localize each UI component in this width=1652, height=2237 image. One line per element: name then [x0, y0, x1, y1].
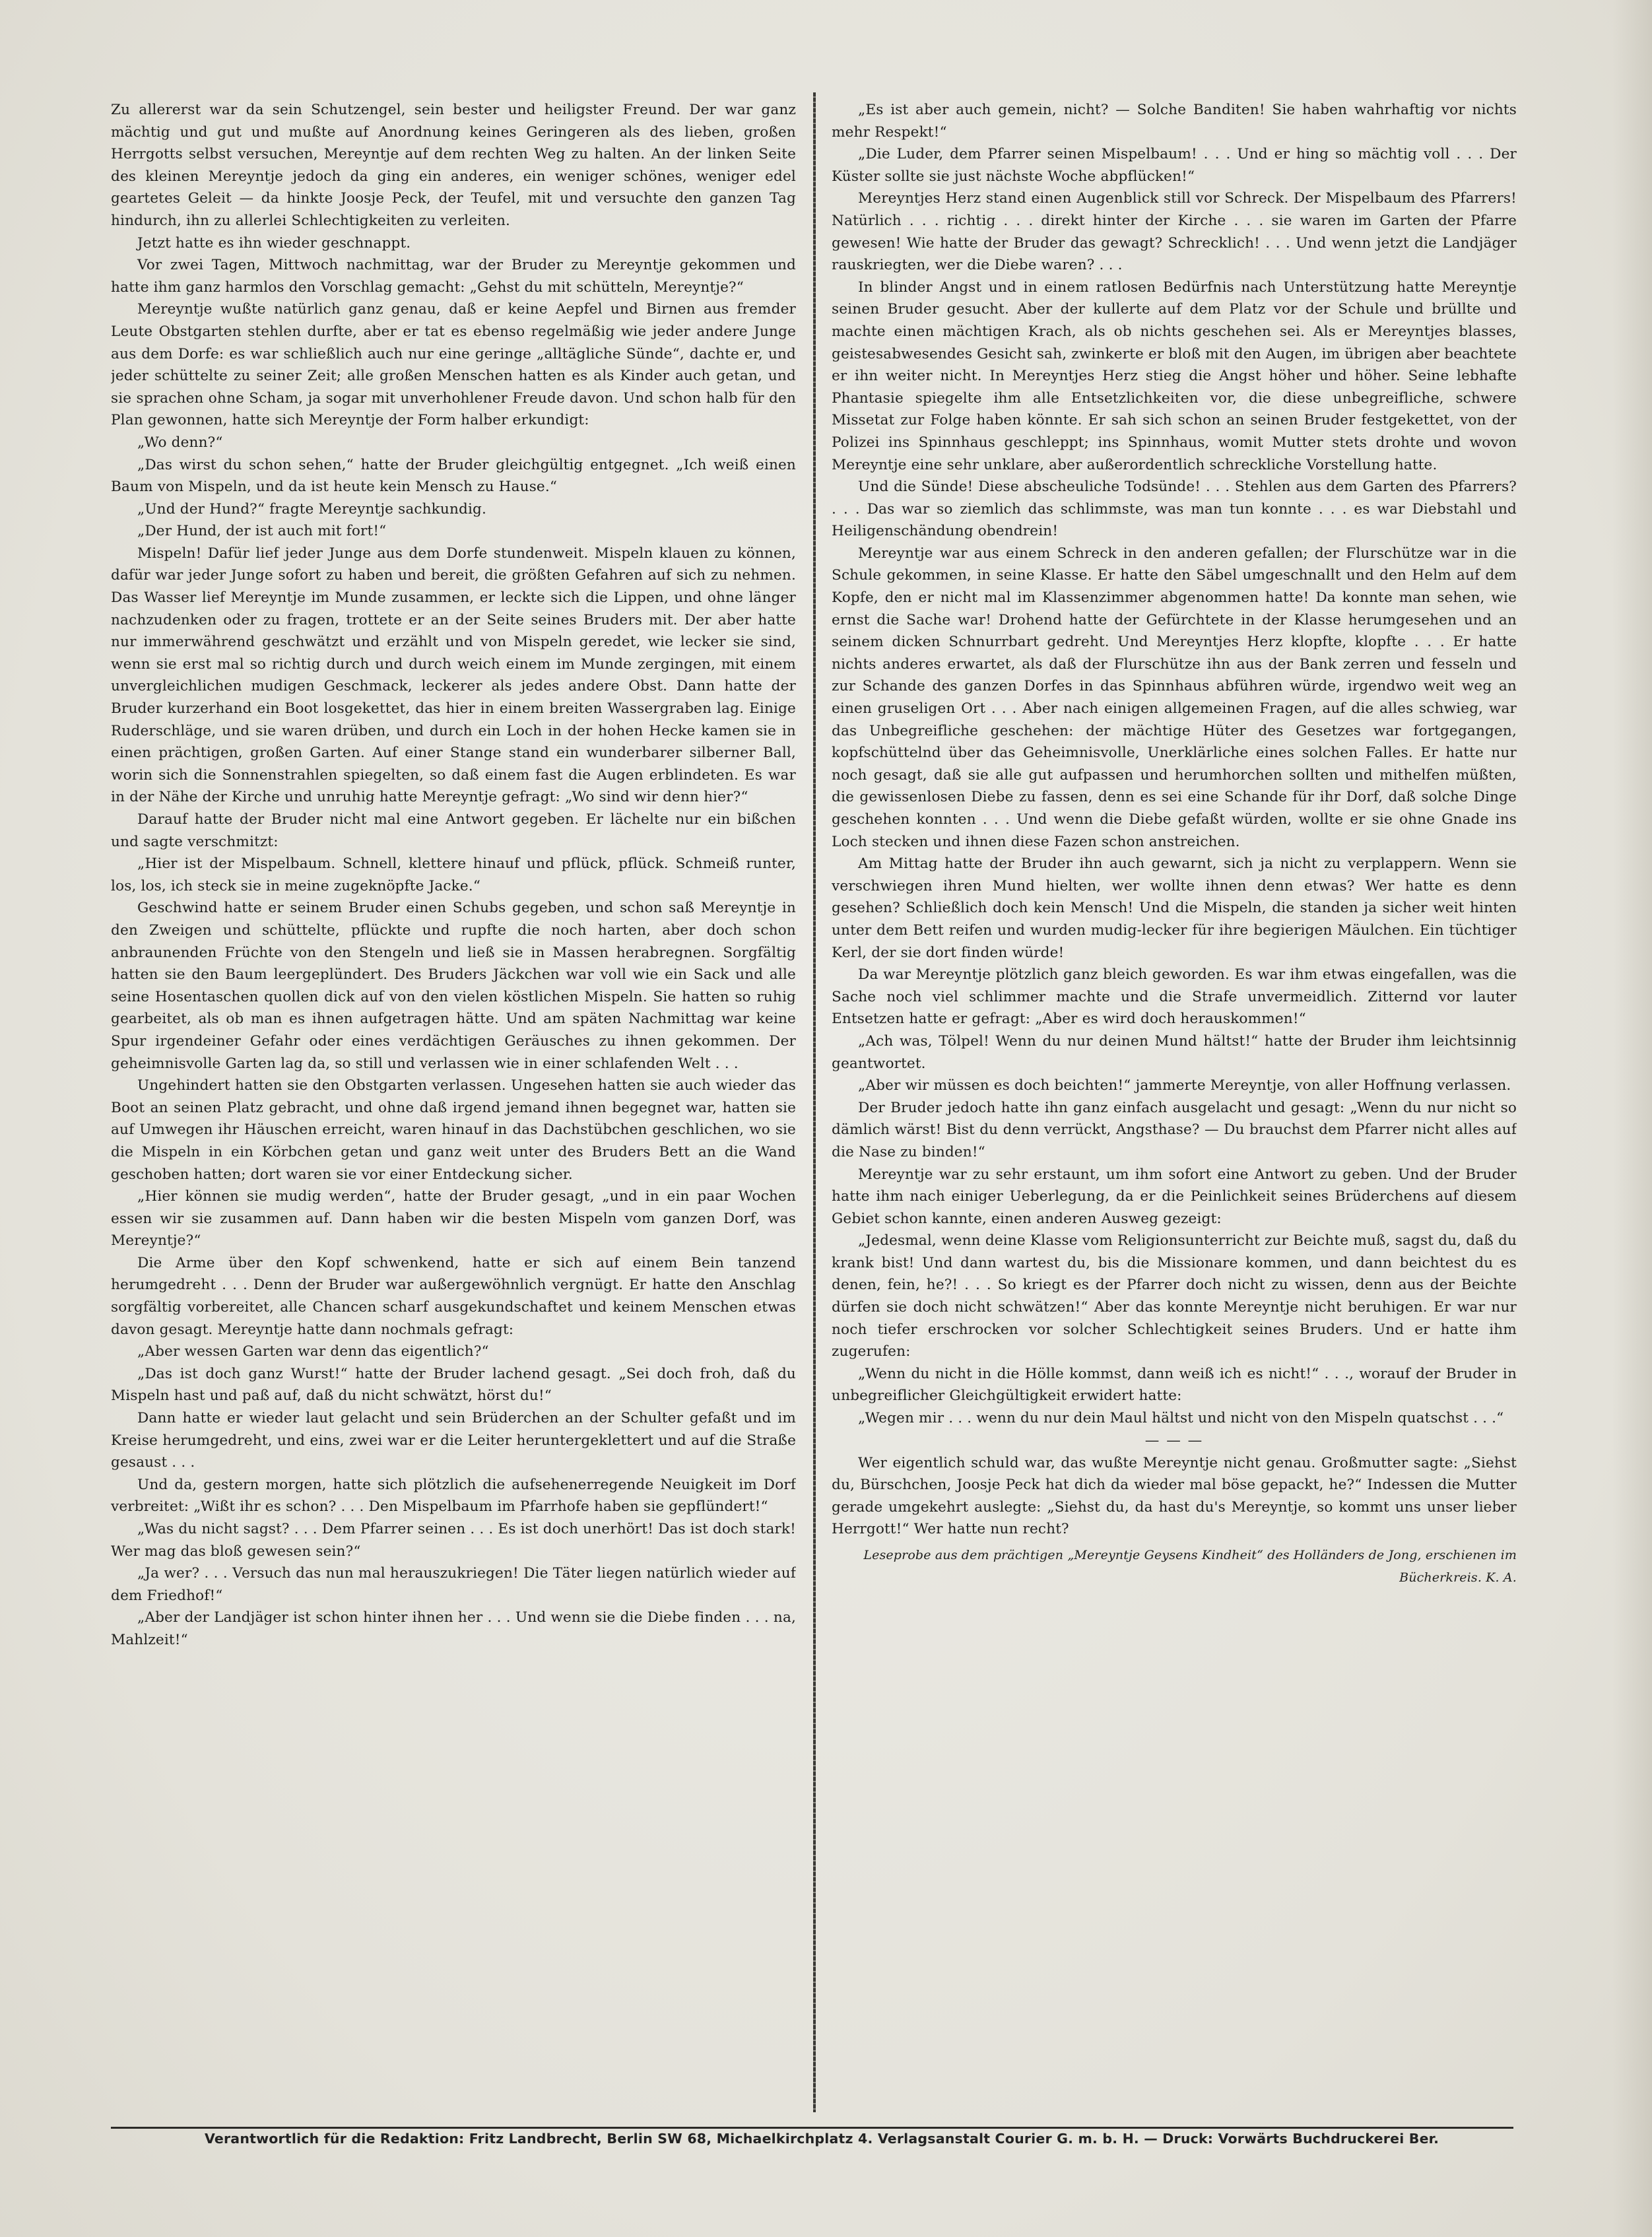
paragraph: Wer eigentlich schuld war, das wußte Mereyntje nicht genau. Großmutter sagte: „Siehst du, Bürschchen, Joosje Peck hat dich da wieder mal böse gepackt, he?“ Indessen die Mutter gerade umgekehrt auslegte: „Siehst du, da hast du's Mereyntje, so kommt uns unser lieber Herrgott!“ Wer hatte nun recht?: [832, 1454, 1517, 1538]
paragraph: „Das ist doch ganz Wurst!“ hatte der Bruder lachend gesagt. „Sei doch froh, daß du Mispeln hast und paß auf, daß du nicht schwätzt, hörst du!“: [111, 1365, 796, 1405]
paragraph: „Wo denn?“: [137, 434, 223, 451]
paragraph: Zu allererst war da sein Schutzengel, sein bester und heiligster Freund. Der war ganz mächtig und gut und mußte auf Anordnung keines Geringeren als des lieben, großen Herrgotts selbst versuchen, Mereyntje auf dem rechten Weg zu halten. An der linken Seite des kleinen Mereyntje jedoch da ging ein anderes, ein weniger schönes, weniger edel geartetes Geleit — da hinkte Joosje Peck, der Teufel, mit und versuchte den ganzen Tag hindurch, ihn zu allerlei Schlechtigkeiten zu verleiten.: [111, 102, 796, 229]
paragraph: Mereyntje war aus einem Schreck in den anderen gefallen; der Flurschütze war in die Schule gekommen, in seine Klasse. Er hatte den Säbel umgeschnallt und den Helm auf dem Kopfe, den er nicht mal im Klassenzimmer abgenommen hatte! Da konnte man sehen, wie ernst die Sache war! Drohend hatte der Gefürchtete in der Klasse herumgesehen und an seinem dicken Schnurrbart gedreht. Und Mereyntjes Herz klopfte, klopfte . . . Er hatte nichts anderes erwartet, als daß der Flurschütze ihn aus der Bank zerren und fesseln und zur Schande des ganzen Dorfes in das Spinnhaus abführen würde, irgendwo weit weg an einen gruseligen Ort . . . Aber nach einigen allgemeinen Fragen, auf die alles schwieg, war das Unbegreifliche geschehen: der mächtige Hüter des Gesetzes war fortgegangen, kopfschüttelnd über das Geheimnisvolle, Unerklärliche eines solchen Falles. Er hatte nur noch gesagt, daß sie alle gut aufpassen und herumhorchen sollten und mithelfen müßten, die gewissenlosen Diebe zu fassen, denn es sei eine Schande für ihr Dorf, daß solche Dinge geschehen konnten . . . Und wenn die Diebe gefaßt würden, wollte er sie ohne Gnade ins Loch stecken und ihnen diese Fazen schon anstreichen.: [832, 545, 1517, 850]
paragraph: „Ja wer? . . . Versuch das nun mal herauszukriegen! Die Täter liegen natürlich wieder auf dem Friedhof!“: [111, 1565, 796, 1604]
paragraph: Die Arme über den Kopf schwenkend, hatte er sich auf einem Bein tanzend herumgedreht . . . Denn der Bruder war außergewöhnlich vergnügt. Er hatte den Anschlag sorgfältig vorbereitet, alle Chancen scharf ausgekundschaftet und keinem Menschen etwas davon gesagt. Mereyntje hatte dann nochmals gefragt:: [111, 1254, 796, 1338]
page-edge-shadow: [1612, 0, 1652, 2237]
left-column: [111, 99, 796, 2112]
paragraph: Jetzt hatte es ihn wieder geschnappt.: [137, 234, 411, 251]
column-divider: [813, 92, 816, 2112]
paragraph: „Wegen mir . . . wenn du nur dein Maul hältst und nicht von den Mispeln quatschst . . .“: [858, 1410, 1504, 1427]
paragraph: „Der Hund, der ist auch mit fort!“: [137, 523, 387, 540]
paragraph: In blinder Angst und in einem ratlosen Bedürfnis nach Unterstützung hatte Mereyntje seinen Bruder gesucht. Aber der kullerte auf dem Platz vor der Schule und brüllte und machte einen mächtigen Krach, als ob nichts geschehen sei. Als er Mereyntjes blasses, geistesabwesendes Gesicht sah, zwinkerte er bloß mit den Augen, im übrigen aber beachtete er ihn weiter nicht. In Mereyntjes Herz stieg die Angst höher und höher. Seine lebhafte Phantasie spiegelte ihm alle Entsetzlichkeiten vor, die diese unbegreifliche, schwere Missetat zur Folge haben könnte. Er sah sich schon an seinen Bruder festgekettet, von der Polizei ins Spinnhaus geschleppt; ins Spinnhaus, womit Mutter stets drohte und wovon Mereyntje eine sehr unklare, aber außerordentlich schreckliche Vorstellung hatte.: [832, 279, 1517, 473]
imprint-line: Verantwortlich für die Redaktion: Fritz Landbrecht, Berlin SW 68, Michaelkirchplatz 4. Verlagsanstalt Courier G. m. b. H. — Druck: Vorwärts Buchdruckerei Ber.: [204, 2131, 1439, 2147]
paragraph: Vor zwei Tagen, Mittwoch nachmittag, war der Bruder zu Mereyntje gekommen und hatte ihm ganz harmlos den Vorschlag gemacht: „Gehst du mit schütteln, Mereyntje?“: [111, 257, 796, 296]
paragraph: „Aber wir müssen es doch beichten!“ jammerte Mereyntje, von aller Hoffnung verlassen.: [858, 1077, 1511, 1094]
paragraph: Geschwind hatte er seinem Bruder einen Schubs gegeben, und schon saß Mereyntje in den Zweigen und schüttelte, pflückte und rupfte die noch harten, aber doch schon anbraunenden Früchte von den Stengeln und ließ sie in Massen herabregnen. Sorgfältig hatten sie den Baum leergeplündert. Des Bruders Jäckchen war voll wie ein Sack und alle seine Hosentaschen quollen dick auf von den vielen köstlichen Mispeln. Sie hatten so ruhig gearbeitet, als ob man es ihnen aufgetragen hätte. Und am späten Nachmittag war keine Spur irgendeiner Gefahr oder eines verdächtigen Geräusches zu ihnen gekommen. Der geheimnisvolle Garten lag da, so still und verlassen wie in einer schlafenden Welt . . .: [111, 900, 796, 1072]
paragraph: Und die Sünde! Diese abscheuliche Todsünde! . . . Stehlen aus dem Garten des Pfarrers? . . . Das war so ziemlich das schlimmste, was man tun konnte . . . es war Diebstahl und Heiligenschändung obendrein!: [832, 479, 1517, 540]
paragraph: Ungehindert hatten sie den Obstgarten verlassen. Ungesehen hatten sie auch wieder das Boot an seinen Platz gebracht, und ohne daß irgend jemand ihnen begegnet war, hatten sie auf Umwegen ihr Häuschen erreicht, waren hinauf in das Dachstübchen geschlichen, wo sie die Mispeln in ein Körbchen getan und ganz weit unter des Bruders Bett an die Wand geschoben hatten; dort waren sie vor einer Entdeckung sicher.: [111, 1077, 796, 1183]
paragraph: Mispeln! Dafür lief jeder Junge aus dem Dorfe stundenweit. Mispeln klauen zu können, dafür war jeder Junge sofort zu haben und bereit, die größten Gefahren auf sich zu nehmen. Das Wasser lief Mereyntje im Munde zusammen, er leckte sich die Lippen, und ohne länger nachzudenken oder zu fragen, trottete er an der Seite seines Bruders mit. Der aber hatte nur immerwährend geschwätzt und erzählt und von Mispeln geredet, wie lecker sie sind, wenn sie erst mal so richtig durch und durch weich einem im Munde zergingen, mit einem unvergleichlichen mudigen Geschmack, leckerer als jedes andere Obst. Dann hatte der Bruder kurzerhand ein Boot losgekettet, das hier in einem breiten Wassergraben lag. Einige Ruderschläge, und sie waren drüben, und durch ein Loch in der hohen Hecke kamen sie in einen prächtigen, großen Garten. Auf einer Stange stand ein wunderbarer silberner Ball, worin sich die Sonnenstrahlen spiegelten, so daß einem fast die Augen erblindeten. Es war in der Nähe der Kirche und unruhig hatte Mereyntje gefragt: „Wo sind wir denn hier?“: [111, 545, 796, 806]
paragraph: Am Mittag hatte der Bruder ihn auch gewarnt, sich ja nicht zu verplappern. Wenn sie verschwiegen ihren Mund hielten, wer wollte ihnen denn etwas? Wer hatte es denn gesehen? Schließlich doch kein Mensch! Und die Mispeln, die standen ja sicher weit hinten unter dem Bett reifen und wurden mudig-lecker für ihre begierigen Mäulchen. Ein tüchtiger Kerl, der sie dort finden würde!: [832, 855, 1517, 961]
source-note: Leseprobe aus dem prächtigen „Mereyntje Geysens Kindheit“ des Holländers de Jong, erschienen im Bücherkreis. K. A.: [863, 1548, 1517, 1585]
paragraph: „Ach was, Tölpel! Wenn du nur deinen Mund hältst!“ hatte der Bruder ihm leichtsinnig geantwortet.: [832, 1032, 1517, 1072]
footer-rule: [111, 2127, 1513, 2129]
section-separator: — — —: [1144, 1432, 1204, 1449]
paragraph: „Hier ist der Mispelbaum. Schnell, klettere hinauf und pflück, pflück. Schmeiß runter, los, los, ich steck sie in meine zugeknöpfte Jacke.“: [111, 855, 796, 894]
paragraph: „Was du nicht sagst? . . . Dem Pfarrer seinen . . . Es ist doch unerhört! Das ist doch stark! Wer mag das bloß gewesen sein?“: [111, 1521, 796, 1560]
paragraph: „Wenn du nicht in die Hölle kommst, dann weiß ich es nicht!“ . . ., worauf der Bruder in unbegreiflicher Gleichgültigkeit erwidert hatte:: [832, 1365, 1517, 1405]
paragraph: Darauf hatte der Bruder nicht mal eine Antwort gegeben. Er lächelte nur ein bißchen und sagte verschmitzt:: [111, 811, 796, 850]
paragraph: Mereyntje war zu sehr erstaunt, um ihm sofort eine Antwort zu geben. Und der Bruder hatte ihm nach einiger Ueberlegung, da er die Peinlichkeit seines Brüderchens auf diesem Gebiet schon kannte, einen anderen Ausweg gezeigt:: [832, 1166, 1517, 1227]
paragraph: Der Bruder jedoch hatte ihn ganz einfach ausgelacht und gesagt: „Wenn du nur nicht so dämlich wärst! Bist du denn verrückt, Angsthase? — Du brauchst dem Pfarrer nicht alles auf die Nase zu binden!“: [832, 1099, 1517, 1160]
paragraph: Mereyntje wußte natürlich ganz genau, daß er keine Aepfel und Birnen aus fremder Leute Obstgarten stehlen durfte, aber er tat es ebenso regelmäßig wie jeder andere Junge aus dem Dorfe: es war schließlich auch nur eine geringe „alltägliche Sünde“, dachte er, und jeder schüttelte zu seiner Zeit; alle großen Menschen hatten es als Kinder auch getan, und sie sprachen ohne Scham, ja sogar mit unverhohlener Freude davon. Und schon halb für den Plan gewonnen, hatte sich Mereyntje der Form halber erkundigt:: [111, 301, 796, 429]
paragraph: „Hier können sie mudig werden“, hatte der Bruder gesagt, „und in ein paar Wochen essen wir sie zusammen auf. Dann haben wir die besten Mispeln vom ganzen Dorf, was Mereyntje?“: [111, 1188, 796, 1250]
right-column: [832, 99, 1517, 2112]
paragraph: „Es ist aber auch gemein, nicht? — Solche Banditen! Sie haben wahrhaftig vor nichts mehr Respekt!“: [832, 102, 1517, 141]
paragraph: Da war Mereyntje plötzlich ganz bleich geworden. Es war ihm etwas eingefallen, was die Sache noch viel schlimmer machte und die Strafe unvermeidlich. Zitternd vor lauter Entsetzen hatte er gefragt: „Aber es wird doch herauskommen!“: [832, 966, 1517, 1028]
paragraph: „Das wirst du schon sehen,“ hatte der Bruder gleichgültig entgegnet. „Ich weiß einen Baum von Mispeln, und da ist heute kein Mensch zu Hause.“: [111, 456, 796, 496]
paragraph: Und da, gestern morgen, hatte sich plötzlich die aufsehenerregende Neuigkeit im Dorf verbreitet: „Wißt ihr es schon? . . . Den Mispelbaum im Pfarrhofe haben sie gepflündert!“: [111, 1476, 796, 1516]
paragraph: „Die Luder, dem Pfarrer seinen Mispelbaum! . . . Und er hing so mächtig voll . . . Der Küster sollte sie just nächste Woche abpflücken!“: [832, 146, 1517, 185]
paragraph: Dann hatte er wieder laut gelacht und sein Brüderchen an der Schulter gefaßt und im Kreise herumgedreht, und eins, zwei war er die Leiter heruntergeklettert und auf die Straße gesaust . . .: [111, 1410, 796, 1471]
paragraph: „Jedesmal, wenn deine Klasse vom Religionsunterricht zur Beichte muß, sagst du, daß du krank bist! Und dann wartest du, bis die Missionare kommen, und dann beichtest du es denen, fein, he?! . . . So kriegt es der Pfarrer doch nicht zu wissen, denn aus der Beichte dürfen sie doch nicht schwätzen!“ Aber das konnte Mereyntje nicht beruhigen. Er war nur noch tiefer erschrocken vor solcher Schlechtigkeit seines Bruders. Und er hatte ihm zugerufen:: [832, 1232, 1517, 1360]
paragraph: „Aber der Landjäger ist schon hinter ihnen her . . . Und wenn sie die Diebe finden . . . na, Mahlzeit!“: [111, 1609, 796, 1648]
paragraph: „Aber wessen Garten war denn das eigentlich?“: [137, 1343, 489, 1360]
paragraph: Mereyntjes Herz stand einen Augenblick still vor Schreck. Der Mispelbaum des Pfarrers! Natürlich . . . richtig . . . direkt hinter der Kirche . . . sie waren im Garten der Pfarre gewesen! Wie hatte der Bruder das gewagt? Schrecklich! . . . Und wenn jetzt die Landjäger rauskriegten, wer die Diebe waren? . . .: [832, 190, 1517, 274]
paragraph: „Und der Hund?“ fragte Mereyntje sachkundig.: [137, 500, 487, 518]
